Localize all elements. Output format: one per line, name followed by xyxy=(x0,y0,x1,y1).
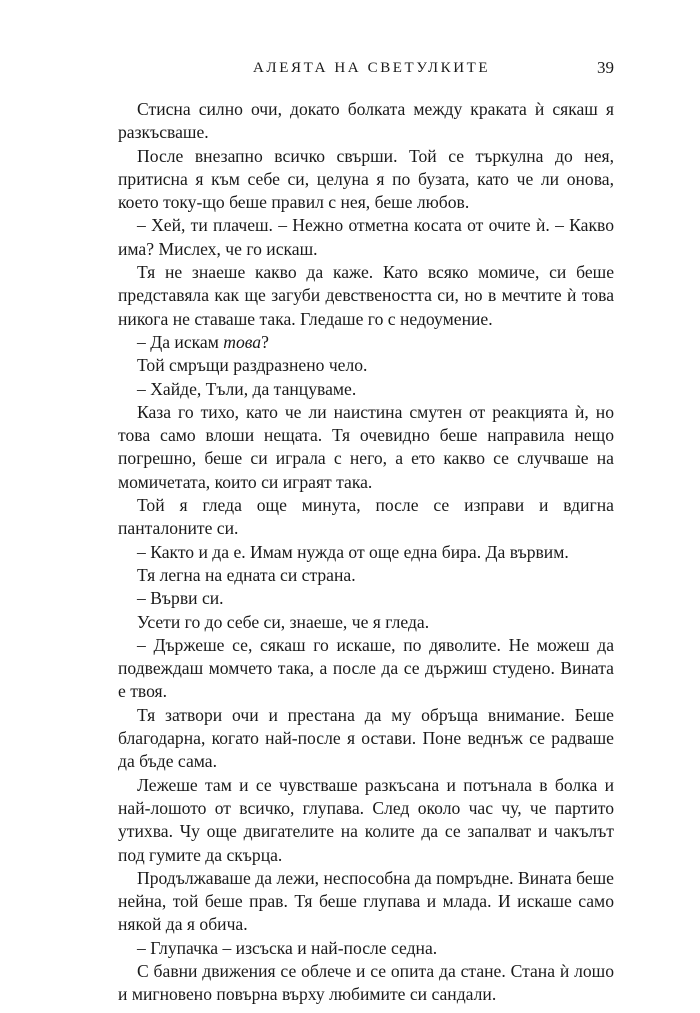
paragraph: – Хайде, Тъли, да танцуваме. xyxy=(137,378,357,399)
paragraph: Тя затвори очи и престана да му обръща внимание. Беше благодарна, когато най-после я остави. Поне веднъж се радваше да бъде сама. xyxy=(118,704,614,772)
running-header xyxy=(118,57,614,81)
paragraph: После внезапно всичко свърши. Той се търкулна до нея, притисна я към себе си, целуна я по бузата, като че ли онова, което току-що беше правил с нея, беше любов. xyxy=(118,145,614,213)
paragraph: – Държеше се, сякаш го искаше, по дяволите. Не можеш да подвеждаш момчето така, а после да се държиш студено. Вината е твоя. xyxy=(118,634,614,702)
body-text xyxy=(118,98,614,1007)
page-number: 39 xyxy=(597,58,614,77)
paragraph: Продължаваше да лежи, неспособна да помръдне. Вината беше нейна, той беше прав. Тя беше глупава и млада. И искаше само някой да я обича. xyxy=(118,867,614,935)
paragraph: – Върви си. xyxy=(137,588,224,609)
paragraph: – Хей, ти плачеш. – Нежно отметна косата от очите ѝ. – Какво има? Мислех, че го искаш. xyxy=(118,215,614,259)
paragraph: Лежеше там и се чувстваше разкъсана и потънала в болка и най-лошото от всичко, глупава. След около час чу, че партито утихва. Чу още двигателите на колите да се запалват и чакълът под гумите да скърца. xyxy=(118,774,614,865)
paragraph: Тя легна на едната си страна. xyxy=(137,564,356,585)
paragraph: Стисна силно очи, докато болката между краката ѝ сякаш я разкъсваше. xyxy=(118,99,614,143)
paragraph: Каза го тихо, като че ли наистина смутен от реакцията ѝ, но това само влоши нещата. Тя очевидно беше направила нещо погрешно, беше си играла с него, а ето какво се случваше на момичетата, които си играят така. xyxy=(118,401,614,492)
paragraph: – Както и да е. Имам нужда от още една бира. Да вървим. xyxy=(137,541,569,562)
paragraph: Той я гледа още минута, после се изправи и вдигна панталоните си. xyxy=(118,495,614,539)
paragraph: С бавни движения се облече и се опита да стане. Стана ѝ лошо и мигновено повърна върху любимите си сандали. xyxy=(118,960,614,1005)
paragraph: Усети го до себе си, знаеше, че я гледа. xyxy=(137,611,430,632)
dialogue-text: – Да искам xyxy=(137,331,224,352)
running-title: АЛЕЯТА НА СВЕТУЛКИТЕ xyxy=(253,60,491,76)
dialogue-punctuation: ? xyxy=(261,331,269,352)
paragraph: Тя не знаеше какво да каже. Като всяко момиче, си беше представяла как ще загуби девствеността си, но в мечтите ѝ това никога не ставаше така. Гледаше го с недоумение. xyxy=(118,262,614,329)
paragraph: – Глупачка – изсъска и най-после седна. xyxy=(137,937,438,958)
paragraph-dialogue xyxy=(118,331,614,354)
paragraph: Той смръщи раздразнено чело. xyxy=(137,355,368,376)
emphasized-word: това xyxy=(223,331,262,352)
